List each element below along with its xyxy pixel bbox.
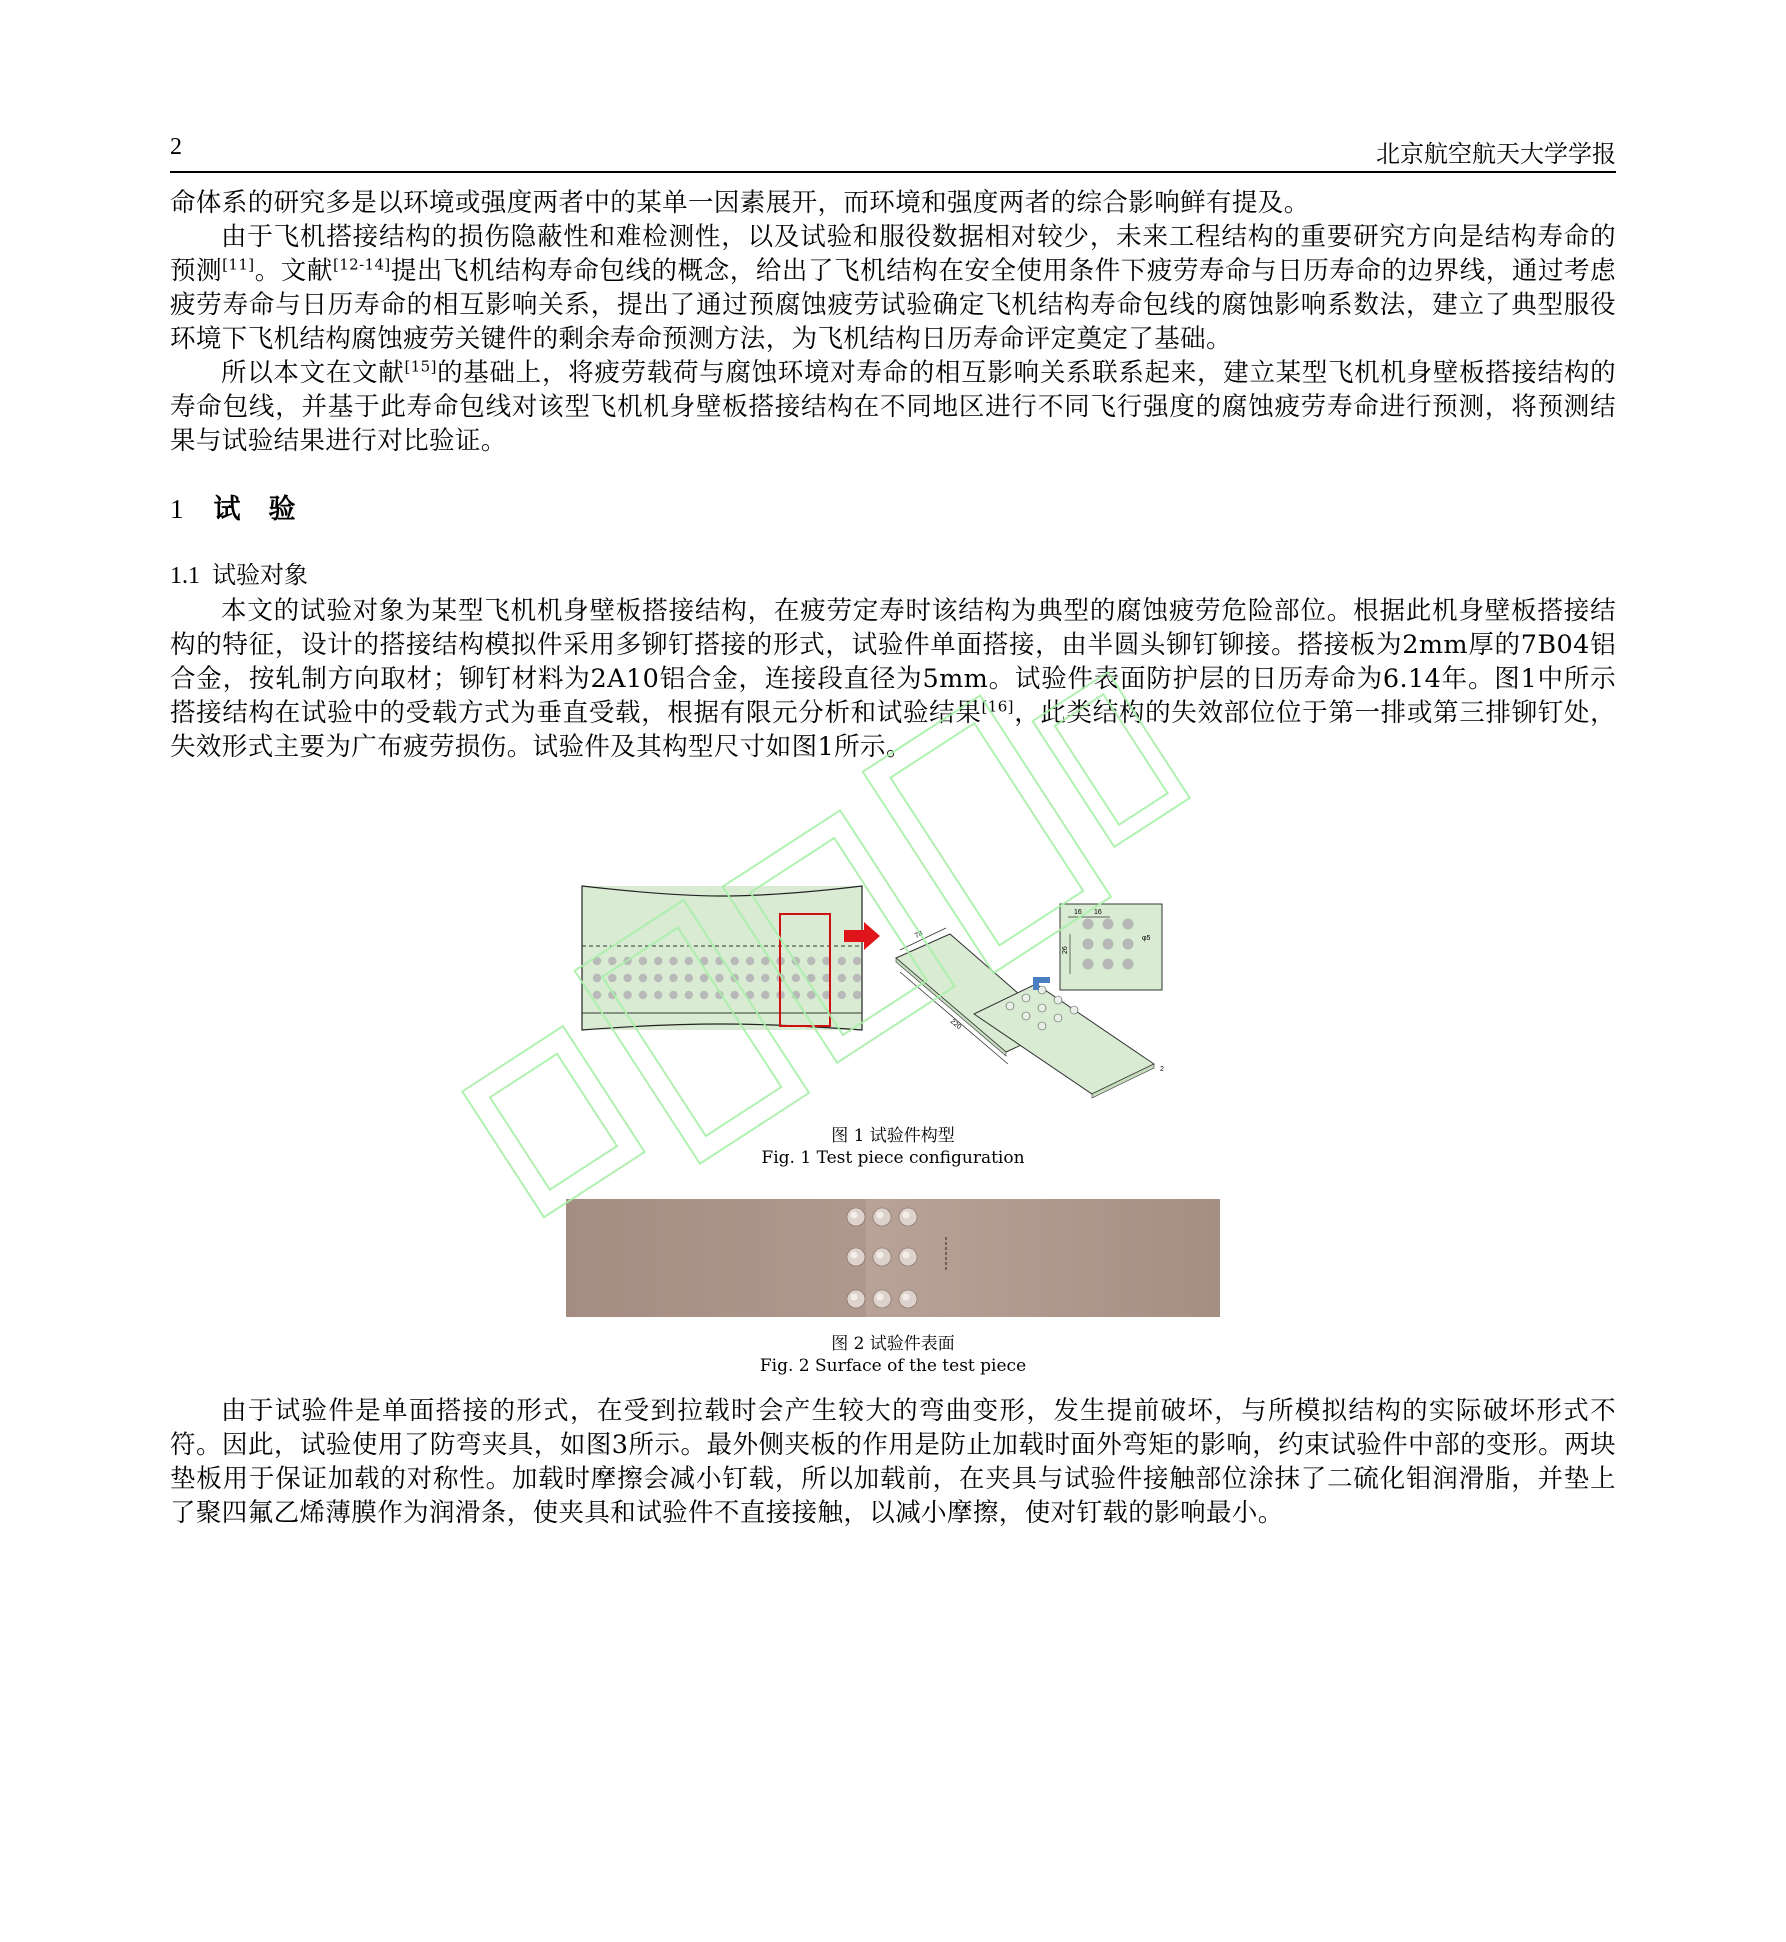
rivet xyxy=(792,957,800,965)
rivet-head xyxy=(1006,1002,1014,1010)
rivet-hole xyxy=(1123,919,1134,930)
rivet xyxy=(639,991,647,999)
rivet-head xyxy=(1038,986,1046,994)
rivet xyxy=(761,974,769,982)
page-number: 2 xyxy=(170,134,182,160)
rivet-hole xyxy=(1083,939,1094,950)
paragraph-anti-bending: 由于试验件是单面搭接的形式，在受到拉载时会产生较大的弯曲变形，发生提前破坏，与所模拟结构的实际破坏形式不符。因此，试验使用了防弯夹具，如图3所示。最外侧夹板的作用是防止加载时面外弯矩的影响，约束试验件中部的变形。两块垫板用于保证加载的对称性。加载时摩擦会减小钉载，所以加载前，在夹具与试验件接触部位涂抹了二硫化钼润滑脂，并垫上了聚四氟乙烯薄膜作为润滑条，使夹具和试验件不直接接触，以减小摩擦，使对钉载的影响最小。 xyxy=(170,1396,1616,1528)
overlap-shading xyxy=(566,1199,866,1317)
citation: [16] xyxy=(981,697,1014,716)
rivet xyxy=(608,991,616,999)
paragraph-2 xyxy=(170,220,1616,356)
figure-1-caption-cn: 图 1 试验件构型 xyxy=(831,1126,955,1146)
rivet-highlight xyxy=(851,1294,858,1301)
section-heading xyxy=(170,492,1616,526)
dim-78: 78 xyxy=(913,930,924,940)
rivet-highlight xyxy=(877,1212,884,1219)
header-rule xyxy=(170,171,1616,173)
rivet-highlight xyxy=(903,1252,910,1259)
text-run: 的基础上，将疲劳载荷与腐蚀环境对寿命的相互影响关系联系起来，建立某型飞机机身壁板搭接结构的寿命包线，并基于此寿命包线对该型飞机机身壁板搭接结构在不同地区进行不同飞行强度的腐蚀疲劳寿命进行预测，将预测结果与试验结果进行对比验证。 xyxy=(170,358,1616,456)
dim-2: 2 xyxy=(1160,1066,1164,1073)
body-text-after-figures xyxy=(170,1394,1616,1530)
rivet xyxy=(853,957,861,965)
rivet xyxy=(669,957,677,965)
dim-phi5: φ5 xyxy=(1142,935,1151,942)
figure-2-photo xyxy=(566,1199,1220,1317)
citation: [12-14] xyxy=(332,255,391,274)
rivet-hole xyxy=(1083,959,1094,970)
rivet-hole xyxy=(1103,959,1114,970)
rivet xyxy=(838,991,846,999)
section-number: 1 xyxy=(170,494,184,524)
text-run: 本文的试验对象为某型飞机机身壁板搭接结构，在疲劳定寿时该结构为典型的腐蚀疲劳危险部位。根据此机身壁板搭接结构的特征，设计的搭接结构模拟件采用多铆钉搭接的形式，试验件单面搭接，由半圆头铆钉铆接。搭接板为2mm厚的7B04铝合金，按轧制方向取材；铆钉材料为2A10铝合金，连接段直径为5mm。试验件表面防护层的日历寿命为6.14年。图1中所示搭接结构在试验中的受载方式为垂直受载，根据有限元分析和试验结果 xyxy=(170,596,1616,728)
rivet xyxy=(746,974,754,982)
rivet xyxy=(807,991,815,999)
rivet xyxy=(623,957,631,965)
dim-220: 220 xyxy=(948,1018,963,1032)
rivet xyxy=(715,974,723,982)
rivet xyxy=(715,991,723,999)
rivet xyxy=(731,991,739,999)
rivet-highlight xyxy=(851,1252,858,1259)
rivet xyxy=(623,991,631,999)
rivet xyxy=(639,957,647,965)
rivet xyxy=(593,957,601,965)
rivet xyxy=(700,974,708,982)
rivet xyxy=(761,991,769,999)
rivet xyxy=(807,957,815,965)
text-run: ，此类结构的失效部位位于第一排或第三排铆钉处，失效形式主要为广布疲劳损伤。试验件及其构型尺寸如图1所示。 xyxy=(170,698,1617,762)
subsection-number: 1.1 xyxy=(170,563,200,589)
rivet xyxy=(685,991,693,999)
rivet-head xyxy=(1070,1006,1078,1014)
rivet xyxy=(654,957,662,965)
rivet xyxy=(853,991,861,999)
figure-2-caption-en: Fig. 2 Surface of the test piece xyxy=(759,1356,1027,1376)
figure-1-diagram xyxy=(580,884,1200,1106)
journal-name: 北京航空航天大学学报 xyxy=(1376,140,1616,168)
photo-rivets xyxy=(847,1208,917,1308)
rivet-hole xyxy=(1103,919,1114,930)
rivet xyxy=(639,974,647,982)
rivet-head xyxy=(1054,996,1062,1004)
rivet xyxy=(685,957,693,965)
rivet xyxy=(853,974,861,982)
rivet xyxy=(746,957,754,965)
rivet-highlight xyxy=(903,1294,910,1301)
rivet xyxy=(593,974,601,982)
rivet xyxy=(700,991,708,999)
text-run: 所以本文在文献 xyxy=(221,358,405,388)
rivet xyxy=(593,991,601,999)
text-run: 由于飞机搭接结构的损伤隐蔽性和难检测性，以及试验和服役数据相对较少，未来工程结构的重要研究方向是结构寿命的预测 xyxy=(170,222,1616,286)
rivet-hole xyxy=(1083,919,1094,930)
rivet xyxy=(792,991,800,999)
rivet-head xyxy=(1038,1004,1046,1012)
rivet xyxy=(715,957,723,965)
text-run: 。文献 xyxy=(254,256,333,286)
dim-16a: 16 xyxy=(1074,909,1082,916)
rivet-head xyxy=(1038,1022,1046,1030)
rivet xyxy=(731,957,739,965)
citation: [15] xyxy=(404,357,437,376)
rivet xyxy=(608,974,616,982)
body-text xyxy=(170,186,1616,764)
rivet xyxy=(838,957,846,965)
rivet xyxy=(669,974,677,982)
rivet-highlight xyxy=(877,1294,884,1301)
rivet xyxy=(700,957,708,965)
rivet xyxy=(654,974,662,982)
paragraph-3 xyxy=(170,356,1616,458)
paragraph-test-object xyxy=(170,594,1616,764)
rivet-hole xyxy=(1103,939,1114,950)
rivet-hole xyxy=(1123,959,1134,970)
figure-2-caption-cn: 图 2 试验件表面 xyxy=(831,1334,955,1354)
section-title: 试验 xyxy=(213,494,324,525)
rivet xyxy=(608,957,616,965)
figure-1-caption-en: Fig. 1 Test piece configuration xyxy=(761,1148,1025,1168)
rivet-highlight xyxy=(877,1252,884,1259)
rivet-head xyxy=(1022,994,1030,1002)
rivet xyxy=(685,974,693,982)
dim-16b: 16 xyxy=(1094,909,1102,916)
rivet xyxy=(623,974,631,982)
subsection-heading xyxy=(170,558,1616,592)
paragraph-1: 命体系的研究多是以环境或强度两者中的某单一因素展开，而环境和强度两者的综合影响鲜有提及。 xyxy=(170,188,1310,218)
rivet xyxy=(746,991,754,999)
rivet-highlight xyxy=(851,1212,858,1219)
dim-26: 26 xyxy=(1062,946,1069,954)
rivet-head xyxy=(1022,1012,1030,1020)
rivet-head xyxy=(1054,1014,1062,1022)
rivet xyxy=(761,957,769,965)
text-run: 提出飞机结构寿命包线的概念，给出了飞机结构在安全使用条件下疲劳寿命与日历寿命的边界线，通过考虑疲劳寿命与日历寿命的相互影响关系，提出了通过预腐蚀疲劳试验确定飞机结构寿命包线的腐蚀影响系数法，建立了典型服役环境下飞机结构腐蚀疲劳关键件的剩余寿命预测方法，为飞机结构日历寿命评定奠定了基础。 xyxy=(170,256,1616,354)
rivet-highlight xyxy=(903,1212,910,1219)
rivet xyxy=(669,991,677,999)
subsection-title: 试验对象 xyxy=(212,561,308,589)
rivet xyxy=(731,974,739,982)
rivet xyxy=(807,974,815,982)
rivet xyxy=(838,974,846,982)
rivet-hole xyxy=(1123,939,1134,950)
inset-rivets xyxy=(1083,919,1134,970)
rivet xyxy=(654,991,662,999)
rivet xyxy=(792,974,800,982)
citation: [11] xyxy=(222,255,255,274)
